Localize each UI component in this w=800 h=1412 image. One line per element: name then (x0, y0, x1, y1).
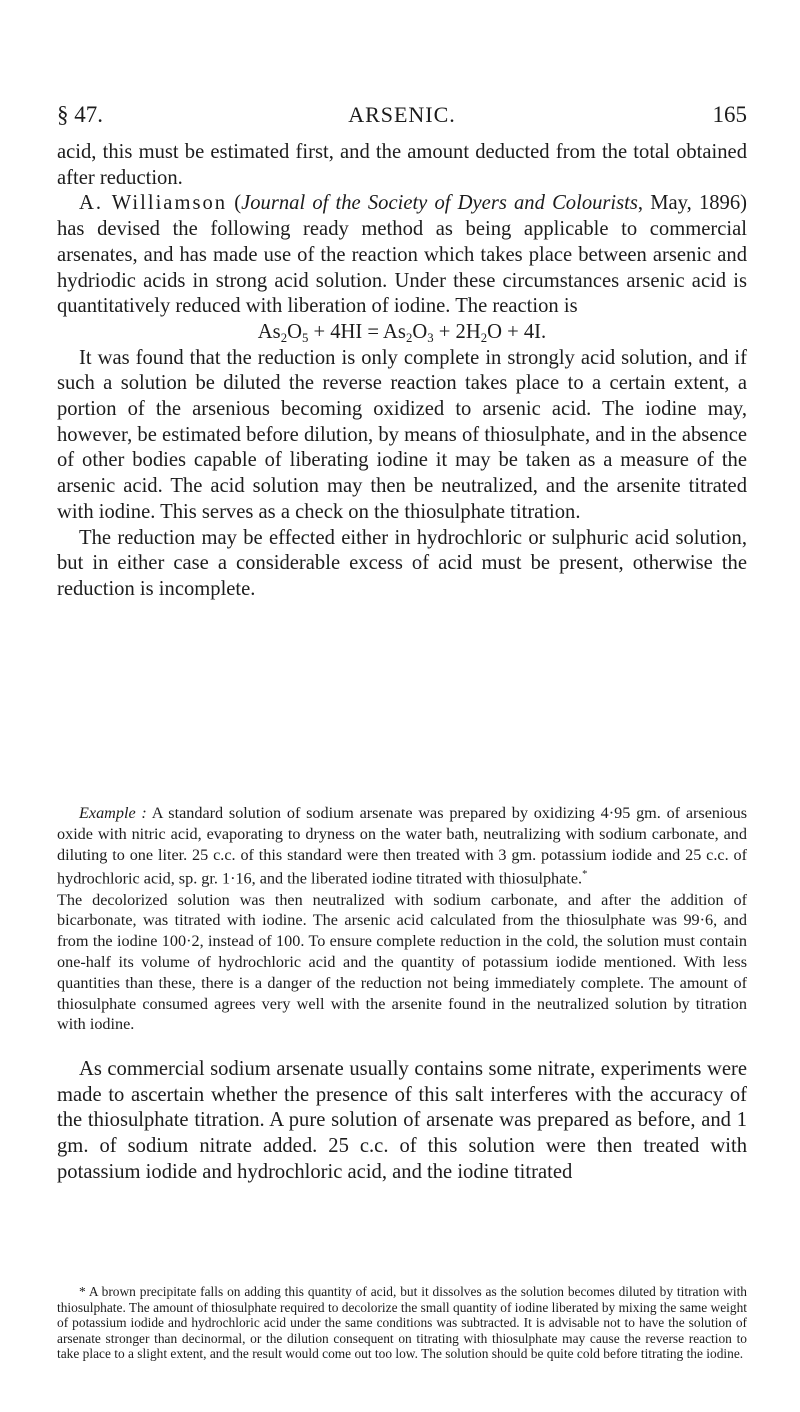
example-label: Example : (79, 804, 147, 822)
reaction-formula: $As_2O_5 + 4HI = As_2O_3 + 2H_2O + 4I$. (257, 320, 547, 345)
paragraph-continuation: acid, this must be estimated first, and the amount deducted from the total obtained after reduction. (57, 141, 747, 189)
page-number: 165 (712, 102, 747, 127)
example-paragraph-2: The decolorized solution was then neutralized with sodium carbonate, and after the addition of bicarbonate, was titrated with iodine. The arsenic acid calculated from the thiosulphate was 99·6, and from the iodine 100·2, instead of 100. To ensure complete reduction in the cold, the solution must contain one-half its volume of hydrochloric acid and the quantity of potassium iodide mentioned. With less quantities than these, there is a danger of the reduction not being immediately complete. The amount of thiosulphate consumed agrees very well with the arsenite found in the neutralized solution by titration with iodine. (57, 890, 747, 1034)
example-section (57, 803, 747, 1035)
example-paragraph: Example : A standard solution of sodium arsenate was prepared by oxidizing 4·95 gm. of arsenious oxide with nitric acid, evaporating to dryness on the water bath, neutralizing with sodium carbonate, and diluting to one liter. 25 c.c. of this standard were then treated with 3 gm. potassium iodide and 25 c.c. of hydrochloric acid, sp. gr. 1·16, and the liberated iodine titrated with thiosulphate.* (57, 804, 747, 888)
main-text (57, 140, 747, 603)
journal-title: Journal of the Society of Dyers and Colourists (241, 192, 638, 215)
footnote (57, 1284, 747, 1362)
paragraph-acid: The reduction may be effected either in hydrochloric or sulphuric acid solution, but in either case a considerable excess of acid must be present, otherwise the reduction is incomplete. (57, 526, 747, 600)
footnote-text: A brown precipitate falls on adding this quantity of acid, but it dissolves as the solution becomes diluted by titration with thiosulphate. The amount of thiosulphate required to decolorize the small quantity of iodine liberated by mixing the same weight of potassium iodide and hydrochloric acid under the same conditions was subtracted. It is advisable not to have the solution of arsenate stronger than decinormal, or the dilution consequent on titrating with thiosulphate may cause the reverse reaction to take place to a slight extent, and the result would come out too low. The solution should be quite cold before titrating the iodine. (57, 1284, 747, 1362)
chapter-title: ARSENIC. (348, 102, 456, 127)
paragraph-reduction: It was found that the reduction is only complete in strongly acid solution, and if such a solution be diluted the reverse reaction takes place to a certain extent, a portion of the arsenious becoming oxidized to arsenic acid. The iodine may, however, be estimated before dilution, by means of thiosulphate, and in the absence of other bodies capable of liberating iodine it may be taken as a measure of the arsenic acid. The acid solution may then be neutralized, and the arsenite titrated with iodine. This serves as a check on the thiosulphate titration. (57, 346, 747, 523)
footnote-mark: * (79, 1284, 89, 1299)
footnote-reference: * (582, 869, 588, 881)
author-name: A. Williamson (79, 192, 228, 215)
running-head (57, 98, 747, 132)
nitrate-paragraph: As commercial sodium arsenate usually contains some nitrate, experiments were made to ascertain whether the presence of this salt interferes with the accuracy of the thiosulphate titration. A pure solution of arsenate was prepared as before, and 1 gm. of sodium nitrate added. 25 c.c. of this solution were then treated with potassium iodide and hydrochloric acid, and the iodine titrated (57, 1058, 747, 1183)
section-number: § 47. (57, 102, 103, 127)
paragraph-williamson: A. Williamson (Journal of the Society of Dyers and Colourists, May, 1896) has devised the following ready method as being applicable to commercial arsenates, and has made use of the reaction which takes place between arsenic and hydriodic acids in strong acid solution. Under these circumstances arsenic acid is quantitatively reduced with liberation of iodine. The reaction is (57, 192, 747, 318)
